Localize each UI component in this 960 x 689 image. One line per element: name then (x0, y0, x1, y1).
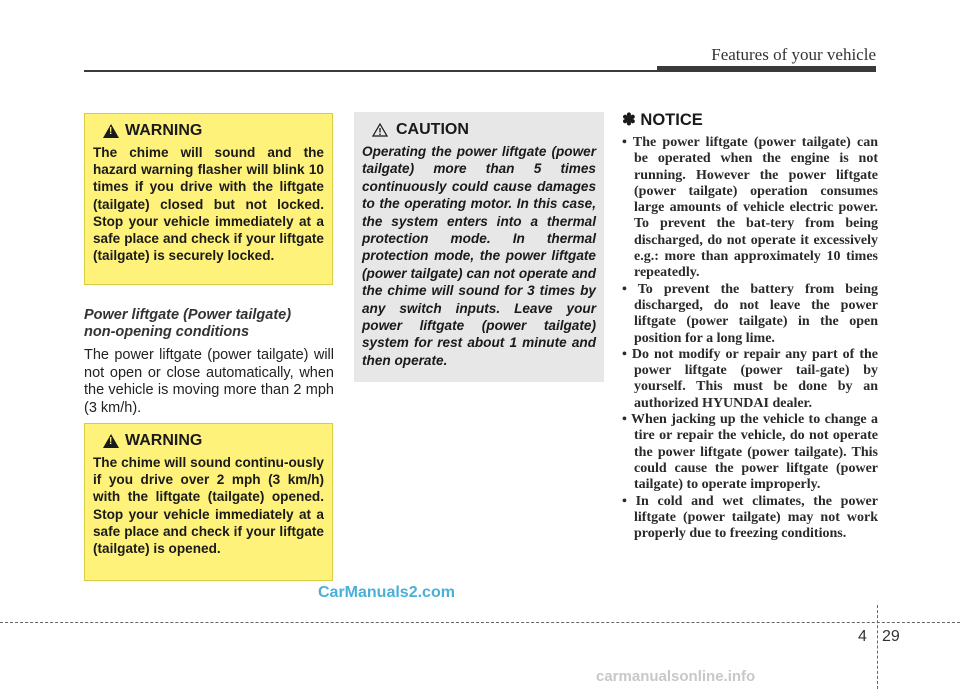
page-number: 29 (882, 628, 900, 645)
section-heading: Power liftgate (Power tailgate) non-opening conditions (84, 307, 292, 340)
caution-box (354, 112, 604, 382)
notice-item: • To prevent the battery from being discharged, do not leave the power liftgate (power tailgate) in the open position for a long lime. (622, 281, 878, 346)
warning-body: The chime will sound continu-ously if you drive over 2 mph (3 km/h) with the liftgate (tailgate) opened. Stop your vehicle immediately at a safe place and check if your liftgate (tailgate) is opened. (93, 455, 324, 557)
footer-divider (877, 605, 878, 689)
section-body: The power liftgate (power tailgate) will not open or close automatically, when the vehicle is moving more than 2 mph (3 km/h). (84, 347, 334, 416)
notice-item: • In cold and wet climates, the power liftgate (power tailgate) may not work properly due to freezing conditions. (622, 493, 878, 542)
page-header-title: Features of your vehicle (711, 45, 876, 64)
notice-item: • Do not modify or repair any part of the power liftgate (power tail-gate) by yourself. This must be done by an authorized HYUNDAI dealer. (622, 346, 878, 411)
notice-item: • When jacking up the vehicle to change a tire or repair the vehicle, do not operate the power liftgate (power tailgate). This could cause the power liftgate (power tailgate) to operate improperly. (622, 412, 878, 493)
caution-title: CAUTION (372, 121, 596, 139)
warning-box-opened (84, 423, 333, 581)
notice-list (622, 135, 878, 542)
page-section-number: 4 (858, 628, 867, 645)
warning-body: The chime will sound and the hazard warning flasher will blink 10 times if you drive with the liftgate (tailgate) closed but not locked. Stop your vehicle immediately at a safe place and check if your liftgate (tailgate) is securely locked. (93, 145, 324, 264)
notice-item: • The power liftgate (power tailgate) can be operated when the engine is not running. However the power liftgate (power tailgate) operation consumes large amounts of vehicle electric power. To prevent the bat-tery from being discharged, do not operate it excessively e.g.: more than approximately 10 times repeatedly. (622, 135, 878, 281)
header-rule-accent (657, 66, 876, 72)
warning-triangle-icon (103, 124, 119, 138)
caution-triangle-icon (372, 123, 388, 137)
warning-title: ! WARNING (103, 122, 324, 140)
footer-rule (0, 622, 960, 623)
footer-watermark[interactable]: carmanualsonline.info (596, 668, 756, 685)
notice-section (622, 110, 878, 542)
caution-body: Operating the power liftgate (power tailgate) more than 5 times continuously could cause damages to the operating motor. In this case, the system enters into a thermal protection mode. In thermal protection mode, the power liftgate (power tailgate) can not operate and the chime will sound for 3 times by any switch inputs. Leave your power liftgate (power tailgate) system for rest about 1 minute and then operate. (362, 144, 596, 368)
notice-title: ✽ NOTICE (622, 111, 703, 129)
warning-triangle-icon (103, 434, 119, 448)
warning-title: ! WARNING (103, 432, 324, 450)
watermark-link[interactable]: CarManuals2.com (318, 584, 455, 601)
warning-box-locked (84, 113, 333, 285)
